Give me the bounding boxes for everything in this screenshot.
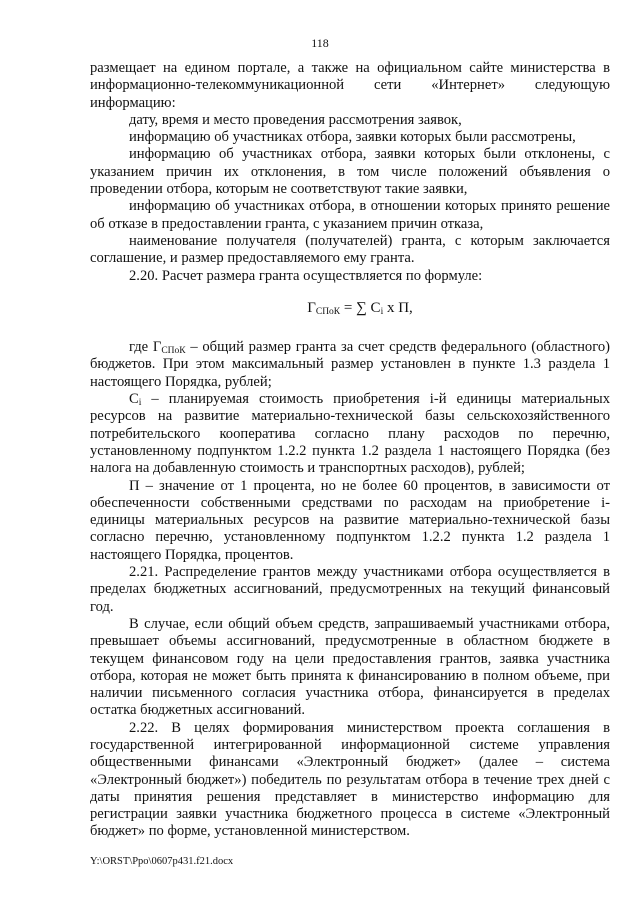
document-body bbox=[90, 60, 610, 841]
formula-lhs: Г bbox=[307, 299, 316, 316]
page-number: 118 bbox=[311, 36, 329, 50]
footer-file-path: Y:\ORST\Ppo\0607p431.f21.docx bbox=[90, 856, 234, 867]
list-item-reviewed-participants: информацию об участниках отбора, заявки которых были рассмотрены, bbox=[129, 129, 576, 146]
paragraph-2-21-case: В случае, если общий объем средств, запрашиваемый участниками отбора, превышает объемы ассигнований, предусмотренные в областном бюджете в текущем финансовом году на цели предоставления грантов, заявка участника отбора, которая не может быть принята к финансированию в полном объеме, при наличии письменного согласия участника отбора, финансируется в пределах остатка бюджетных ассигнований. bbox=[90, 615, 610, 719]
grant-formula bbox=[90, 300, 610, 317]
formula-sum: = ∑ С bbox=[340, 299, 381, 316]
paragraph-2-21: 2.21. Распределение грантов между участниками отбора осуществляется в пределах бюджетных ассигнований, предусмотренных на текущий финансовый год. bbox=[90, 564, 610, 615]
definition-grant-subscript: СПоК bbox=[161, 346, 186, 357]
paragraph-2-20: 2.20. Расчет размера гранта осуществляется по формуле: bbox=[129, 267, 483, 284]
definition-grant-text: – общий размер гранта за счет средств федерального (областного) бюджетов. При этом максимальный размер установлен в пункте 1.3 раздела 1 настоящего Порядка, рублей; bbox=[90, 339, 610, 390]
formula-lhs-subscript: СПоК bbox=[315, 306, 341, 317]
definition-cost-subscript: i bbox=[138, 398, 142, 409]
formula-ci-subscript: i bbox=[380, 306, 384, 317]
list-item-refused-participants: информацию об участниках отбора, в отношении которых принято решение об отказе в предоставлении гранта, с указанием причин отказа, bbox=[90, 198, 610, 232]
list-item-rejected-participants: информацию об участниках отбора, заявки которых были отклонены, с указанием причин их отклонения, в том числе положений объявления о проведении отбора, которым не соответствуют такие заявки, bbox=[90, 146, 610, 198]
formula-rest: х П, bbox=[383, 299, 413, 316]
paragraph-publication-intro: размещает на едином портале, а также на официальном сайте министерства в информационно-телекоммуникационной сети «Интернет» следующую информацию: bbox=[90, 60, 610, 111]
definition-percent: П – значение от 1 процента, но не более 60 процентов, в зависимости от обеспеченности собственными средствами по расходам на приобретение i- единицы материальных ресурсов на развитие материально-технической базы согласно перечню, установленному подпунктом 1.2.2 пункта 1.2 раздела 1 настоящего Порядка, процентов. bbox=[90, 477, 610, 563]
paragraph-2-22: 2.22. В целях формирования министерством проекта соглашения в государственной интегрированной информационной системе управления общественными финансами «Электронный бюджет» (далее – система «Электронный бюджет») победитель по результатам отбора в течение трех дней с даты принятия решения представляет в министерство информацию для регистрации заявки участника бюджетного процесса в системе «Электронный бюджет» по форме, установленной министерством. bbox=[90, 719, 610, 840]
definition-grant-symbol: где Г bbox=[129, 339, 162, 356]
definition-grant-size bbox=[90, 339, 610, 391]
list-item-grant-recipient: наименование получателя (получателей) гранта, с которым заключается соглашение, и размер предоставляемого ему гранта. bbox=[90, 232, 610, 267]
list-item-review-date: дату, время и место проведения рассмотрения заявок, bbox=[129, 111, 462, 128]
definition-unit-cost bbox=[90, 391, 610, 477]
definition-cost-symbol: С bbox=[129, 391, 139, 408]
definition-cost-text: – планируемая стоимость приобретения i-й единицы материальных ресурсов на развитие материально-технической базы сельскохозяйственного потребительского кооператива согласно плану расходов по перечню, установленному подпунктом 1.2.2 пункта 1.2 раздела 1 настоящего Порядка (без налога на добавленную стоимость и транспортных расходов), рублей; bbox=[90, 391, 610, 477]
